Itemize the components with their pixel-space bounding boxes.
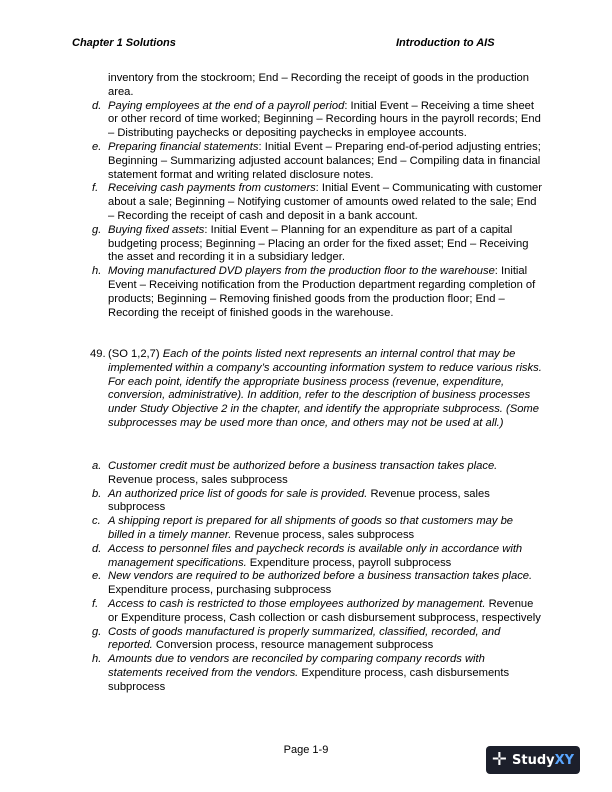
studyxy-logo[interactable]: ✛ StudyXY — [486, 746, 580, 774]
list-item: e. Preparing financial statements: Initial Event – Preparing end-of-period adjusting entries; Beginning – Summarizing adjusted account balances; End – Compiling data in financial statement format and writing related disclosure notes. — [92, 140, 541, 181]
section-title: Introduction to AIS — [396, 37, 495, 49]
list-item: d. Paying employees at the end of a payroll period: Initial Event – Receiving a time sheet or other record of time worked; Beginning – Recording hours in the payroll records; End – Distributing paychecks or depositing paychecks in employee accounts. — [92, 99, 541, 140]
answer-item: d. Access to personnel files and paycheck records is available only in accordance with management specifications. Expenditure process, payroll subprocess — [92, 542, 523, 569]
page-header — [72, 37, 540, 49]
question-49 — [72, 348, 542, 431]
question-text — [72, 348, 542, 431]
list-item: f. Receiving cash payments from customers: Initial Event – Communicating with customer about a sale; Beginning – Notifying customer of amounts owed related to the sale; End – Recording the receipt of cash and deposit in a bank account. — [92, 182, 543, 222]
question-number: 49. — [90, 348, 106, 360]
chapter-title: Chapter 1 Solutions — [72, 37, 176, 49]
question-body: Each of the points listed next represents an internal control that may be implemented within a company’s accounting information system to reduce various risks. For each point, identify the appropriate business process (revenue, expenditure, conversion, administrative). In addition, refer to the description of business processes under Study Objective 2 in the chapter, and identify the appropriate subprocess. (Some subprocesses may be used more than once, and others may not be used at all.) — [108, 348, 542, 429]
answer-item: e. New vendors are required to be authorized before a business transaction takes place. Expenditure process, purchasing subprocess — [92, 570, 533, 597]
top-list — [72, 72, 542, 320]
answer-item: b. An authorized price list of goods for sale is provided. Revenue process, sales subprocess — [92, 487, 490, 514]
page-number: Page 1-9 — [283, 744, 329, 756]
list-item-continuation: inventory from the stockroom; End – Recording the receipt of goods in the production area. — [108, 72, 530, 98]
answer-item: f. Access to cash is restricted to those employees authorized by management. Revenue or Expenditure process, Cash collection or cash disbursement subprocess, respectively — [92, 597, 541, 624]
question-ref: (SO 1,2,7) — [108, 348, 160, 360]
list-item: g. Buying fixed assets: Initial Event – Planning for an expenditure as part of a capital budgeting process; Beginning – Placing an order for the fixed asset; End – Receiving the asset and recording it in a subsidiary ledger. — [92, 223, 529, 264]
answer-list — [72, 460, 542, 695]
answer-item: c. A shipping report is prepared for all shipments of goods so that customers may be billed in a timely manner. Revenue process, sales subprocess — [92, 515, 514, 541]
plus-icon: ✛ — [491, 749, 508, 770]
list-item: h. Moving manufactured DVD players from the production floor to the warehouse: Initial Event – Receiving notification from the Production department regarding completion of products; Beginning – Removing finished goods from the production floor; End – Recording the receipt of finished goods in the warehouse. — [92, 265, 536, 319]
answer-item: g. Costs of goods manufactured is properly summarized, classified, recorded, and reported. Conversion process, resource management subprocess — [92, 625, 501, 652]
answer-item: h. Amounts due to vendors are reconciled by comparing company records with statements received from the vendors. Expenditure process, cash disbursements subprocess — [92, 653, 510, 693]
answer-item: a. Customer credit must be authorized before a business transaction takes place. Revenue process, sales subprocess — [92, 460, 498, 486]
